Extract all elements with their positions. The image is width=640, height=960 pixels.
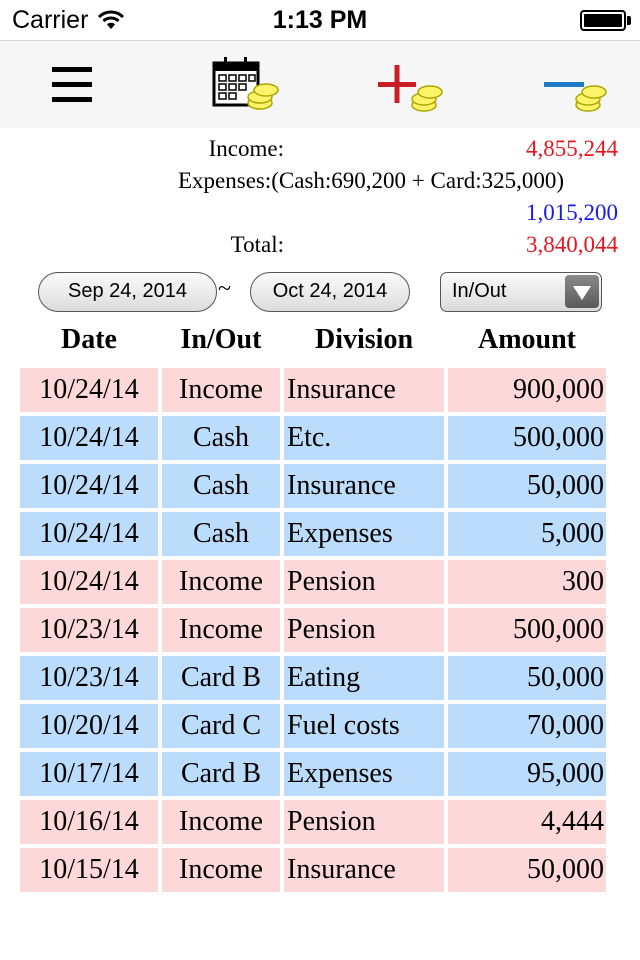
minus-coins-icon (532, 41, 612, 129)
cell-date: 10/15/14 (20, 848, 158, 892)
total-value: 3,840,044 (526, 232, 618, 257)
cell-inout: Cash (162, 464, 280, 508)
transaction-list[interactable] (0, 368, 640, 885)
expenses-row (0, 168, 640, 200)
cell-date: 10/24/14 (20, 560, 158, 604)
cell-amount: 50,000 (448, 848, 606, 892)
table-row[interactable] (0, 800, 640, 848)
cell-division: Pension (284, 608, 444, 652)
cell-amount: 50,000 (448, 656, 606, 700)
battery-icon (580, 10, 626, 31)
cell-division: Pension (284, 560, 444, 604)
cell-amount: 5,000 (448, 512, 606, 556)
status-bar (0, 0, 640, 40)
cell-inout: Income (162, 608, 280, 652)
total-row (0, 232, 640, 264)
cell-date: 10/23/14 (20, 608, 158, 652)
income-value: 4,855,244 (526, 136, 618, 161)
cell-amount: 4,444 (448, 800, 606, 844)
cell-date: 10/16/14 (20, 800, 158, 844)
cell-inout: Cash (162, 416, 280, 460)
plus-coins-icon (368, 41, 448, 129)
cell-inout: Income (162, 560, 280, 604)
cell-inout: Cash (162, 512, 280, 556)
income-row (0, 136, 640, 168)
total-label: Total: (230, 232, 284, 257)
table-row[interactable] (0, 752, 640, 800)
table-row[interactable] (0, 848, 640, 896)
cell-division: Eating (284, 656, 444, 700)
cell-date: 10/24/14 (20, 416, 158, 460)
header-inout[interactable]: In/Out (180, 324, 262, 355)
cell-amount: 70,000 (448, 704, 606, 748)
cell-inout: Income (162, 800, 280, 844)
type-select[interactable] (440, 272, 602, 312)
cell-date: 10/20/14 (20, 704, 158, 748)
clock: 1:13 PM (272, 6, 368, 34)
cell-date: 10/17/14 (20, 752, 158, 796)
cell-date: 10/24/14 (20, 512, 158, 556)
menu-button[interactable] (32, 41, 112, 129)
cell-amount: 500,000 (448, 416, 606, 460)
cell-amount: 95,000 (448, 752, 606, 796)
cell-amount: 50,000 (448, 464, 606, 508)
carrier-label: Carrier (12, 6, 89, 34)
table-row[interactable] (0, 704, 640, 752)
cell-date: 10/24/14 (20, 368, 158, 412)
expenses-value: 1,015,200 (526, 200, 618, 225)
expenses-value-row (0, 200, 640, 232)
expenses-label: Expenses:(Cash:690,200 + Card:325,000) (178, 168, 565, 193)
start-date-button[interactable]: Sep 24, 2014 (38, 272, 217, 312)
hamburger-menu-icon (52, 67, 92, 72)
dropdown-arrow-icon (565, 275, 599, 308)
calendar-coins-icon (202, 41, 282, 129)
header-date[interactable]: Date (61, 324, 117, 355)
cell-inout: Income (162, 848, 280, 892)
table-row[interactable] (0, 512, 640, 560)
toolbar (0, 40, 640, 128)
header-amount[interactable]: Amount (477, 324, 576, 355)
cell-division: Pension (284, 800, 444, 844)
cell-division: Expenses (284, 512, 444, 556)
cell-inout: Card B (162, 656, 280, 700)
cell-division: Expenses (284, 752, 444, 796)
table-row[interactable] (0, 608, 640, 656)
cell-amount: 300 (448, 560, 606, 604)
type-select-value: In/Out (452, 280, 507, 302)
header-division[interactable]: Division (314, 324, 414, 355)
cell-inout: Card B (162, 752, 280, 796)
add-income-button[interactable] (368, 41, 448, 129)
cell-inout: Card C (162, 704, 280, 748)
cell-inout: Income (162, 368, 280, 412)
cell-division: Insurance (284, 848, 444, 892)
calendar-button[interactable] (202, 41, 282, 129)
cell-division: Etc. (284, 416, 444, 460)
end-date-button[interactable]: Oct 24, 2014 (250, 272, 410, 312)
table-row[interactable] (0, 656, 640, 704)
date-range-separator: ~ (218, 276, 231, 302)
cell-amount: 900,000 (448, 368, 606, 412)
cell-date: 10/24/14 (20, 464, 158, 508)
cell-division: Insurance (284, 368, 444, 412)
income-label: Income: (208, 136, 284, 161)
table-header (0, 322, 640, 364)
table-row[interactable] (0, 368, 640, 416)
table-row[interactable] (0, 416, 640, 464)
table-row[interactable] (0, 464, 640, 512)
battery-tip (627, 16, 631, 25)
cell-date: 10/23/14 (20, 656, 158, 700)
cell-amount: 500,000 (448, 608, 606, 652)
table-row[interactable] (0, 560, 640, 608)
add-expense-button[interactable] (532, 41, 612, 129)
cell-division: Insurance (284, 464, 444, 508)
hamburger-line (52, 97, 92, 102)
cell-division: Fuel costs (284, 704, 444, 748)
hamburger-line (52, 82, 92, 87)
